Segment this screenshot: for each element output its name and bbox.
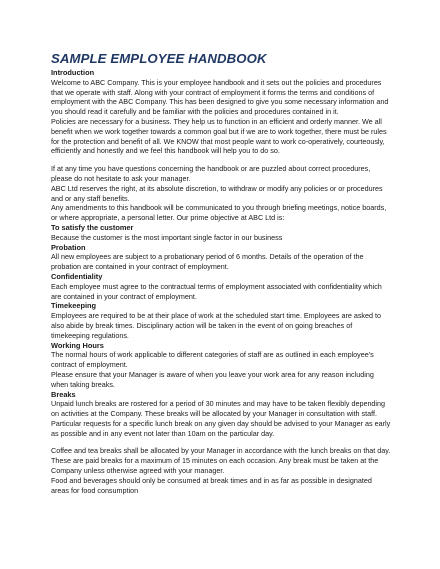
intro-paragraph-1: Welcome to ABC Company. This is your employee handbook and it sets out the policies and procedures that we operate with staff. Along with your contract of employment it forms the terms and conditions of employment with the ABC Company. This has been designed to give you some necessary information and you should read it carefully and be familiar with the policies and procedures contained in it. xyxy=(51,77,389,117)
probation-paragraph: All new employees are subject to a probationary period of 6 months. Details of the operation of the probation are contained in your contract of employment. xyxy=(51,252,364,272)
heading-confidentiality: Confidentiality xyxy=(51,271,103,281)
document-title: SAMPLE EMPLOYEE HANDBOOK xyxy=(51,51,267,66)
handbook-page xyxy=(51,51,391,495)
heading-timekeeping: Timekeeping xyxy=(51,301,97,311)
breaks-paragraph-3: Coffee and tea breaks shall be allocated by your Manager in accordance with the lunch breaks on that day. These are paid breaks for a maximum of 15 minutes on each occasion. Any break must be taken at the Company unless otherwise agreed with your manager. xyxy=(51,446,391,476)
working-hours-paragraph-2: Please ensure that your Manager is aware of when you leave your work area for any reason including when taking breaks. xyxy=(51,369,374,389)
intro-paragraph-4: ABC Ltd reserves the right, at its absolute discretion, to withdraw or modify any policies or or procedures and or any staff benefits. xyxy=(51,183,383,203)
heading-introduction: Introduction xyxy=(51,68,95,77)
breaks-paragraph-1: Unpaid lunch breaks are rostered for a period of 30 minutes and may have to be taken flexibly depending on activities at the Company. These breaks will be allocated by your Manager in consultation with staff. xyxy=(51,399,386,419)
breaks-paragraph-2: Particular requests for a specific lunch break on any given day should be advised to your Manager as early as possible and in any event not later than 10am on the particular day. xyxy=(51,418,391,438)
spacer xyxy=(51,156,391,164)
breaks-paragraph-4: Food and beverages should only be consumed at break times and in as far as possible in designated areas for food consumption xyxy=(51,475,372,495)
heading-probation: Probation xyxy=(51,242,86,252)
spacer xyxy=(51,438,391,446)
heading-working-hours: Working Hours xyxy=(51,340,104,350)
heading-customer: To satisfy the customer xyxy=(51,222,134,232)
intro-paragraph-3: If at any time you have questions concerning the handbook or are puzzled about correct procedures, please do not hesitate to ask your manager. xyxy=(51,164,371,183)
customer-paragraph: Because the customer is the most important single factor in our business xyxy=(51,232,283,242)
confidentiality-paragraph: Each employee must agree to the contractual terms of employment associated with confidentiality which are contained in your contract of employment. xyxy=(51,281,382,301)
intro-paragraph-2: Policies are necessary for a business. They help us to function in an efficient and orderly manner. We all benefit when we work together towards a common goal but if we are to work together, there must be rules for the protection and benefit of all. We KNOW that most people want to work co-operatively, courteously, efficiently and honestly and we feel this handbook will help you to do so. xyxy=(51,116,387,156)
heading-breaks: Breaks xyxy=(51,389,76,399)
working-hours-paragraph-1: The normal hours of work applicable to different categories of staff are as outlined in each employee's contract of employment. xyxy=(51,350,374,370)
intro-paragraph-5: Any amendments to this handbook will be communicated to you through briefing meetings, notice boards, or where appropriate, a personal letter. Our prime objective at ABC Ltd is: xyxy=(51,203,387,223)
timekeeping-paragraph: Employees are required to be at their place of work at the scheduled start time. Employees are asked to also abide by break times. Disciplinary action will be taken in the event of on going breaches of timekeeping regulations. xyxy=(51,311,382,340)
